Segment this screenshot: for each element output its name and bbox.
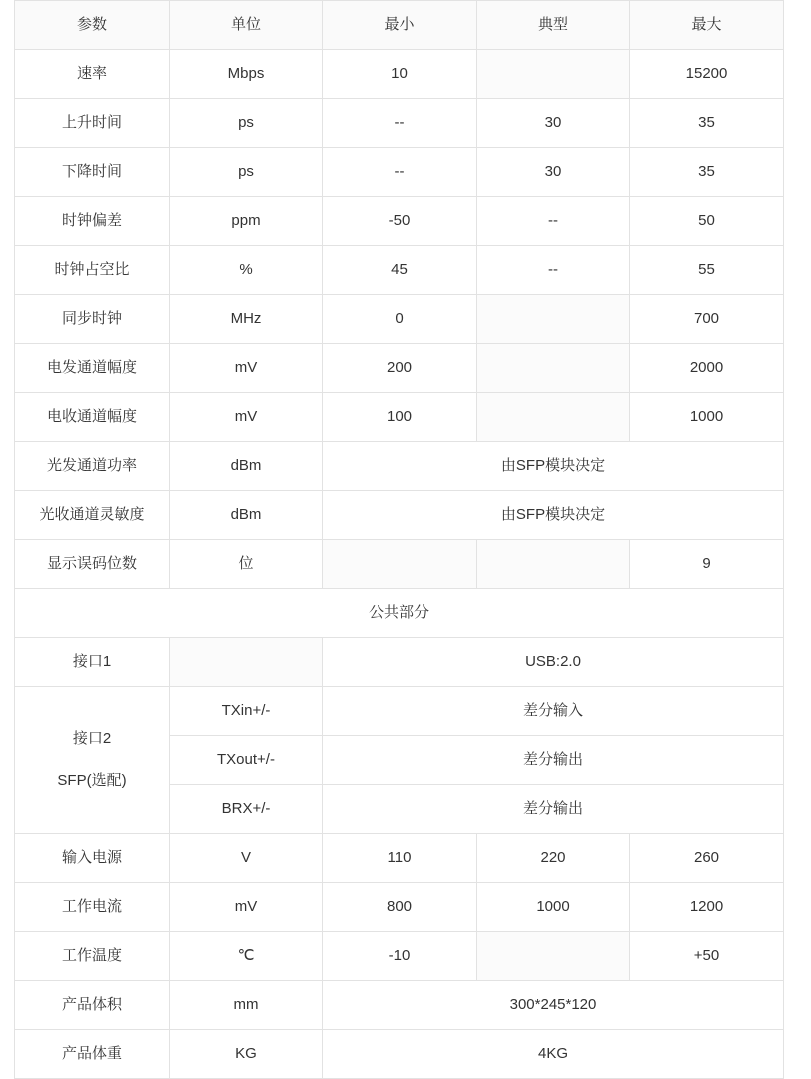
- table-row: [15, 491, 784, 540]
- row-unit: dBm: [170, 491, 323, 540]
- table-row: [15, 246, 784, 295]
- row-unit: mm: [170, 981, 323, 1030]
- row-label: 光收通道灵敏度: [15, 491, 170, 540]
- row-label: 工作电流: [15, 883, 170, 932]
- row-label: 光发通道功率: [15, 442, 170, 491]
- row-unit: dBm: [170, 442, 323, 491]
- column-header-parameter: 参数: [15, 1, 170, 50]
- row-min: 200: [323, 344, 477, 393]
- row-typical: [477, 295, 630, 344]
- row-typical: [477, 344, 630, 393]
- row-max: 35: [630, 99, 784, 148]
- row-label: 电发通道幅度: [15, 344, 170, 393]
- row-typical: --: [477, 197, 630, 246]
- row-value: 差分输入: [323, 687, 784, 736]
- row-min: --: [323, 148, 477, 197]
- table-row: [15, 344, 784, 393]
- row-label: 时钟占空比: [15, 246, 170, 295]
- sfp-label: SFP(选配): [57, 772, 127, 789]
- row-typical: 1000: [477, 883, 630, 932]
- row-min: 800: [323, 883, 477, 932]
- specification-table: [14, 0, 784, 1079]
- row-label-interface2-sfp: [15, 687, 170, 834]
- row-max: 55: [630, 246, 784, 295]
- row-min: --: [323, 99, 477, 148]
- table-row: [15, 197, 784, 246]
- table-row: [15, 442, 784, 491]
- table-row: [15, 834, 784, 883]
- row-typical: 30: [477, 148, 630, 197]
- row-max: 700: [630, 295, 784, 344]
- row-unit: mV: [170, 883, 323, 932]
- section-row: [15, 589, 784, 638]
- table-row: [15, 50, 784, 99]
- table-row: [15, 687, 784, 736]
- row-label: 输入电源: [15, 834, 170, 883]
- table-row: [15, 932, 784, 981]
- row-label: 电收通道幅度: [15, 393, 170, 442]
- row-typical: [477, 393, 630, 442]
- table-row: [15, 540, 784, 589]
- row-max: 260: [630, 834, 784, 883]
- row-note: 由SFP模块决定: [323, 442, 784, 491]
- row-typical: [477, 932, 630, 981]
- row-label: 产品体重: [15, 1030, 170, 1079]
- row-value: 差分输出: [323, 736, 784, 785]
- row-unit-txout: TXout+/-: [170, 736, 323, 785]
- row-unit: MHz: [170, 295, 323, 344]
- row-max: 9: [630, 540, 784, 589]
- table-row: [15, 99, 784, 148]
- interface2-label: 接口2: [72, 729, 112, 747]
- row-unit: ps: [170, 99, 323, 148]
- row-max: 2000: [630, 344, 784, 393]
- row-label-interface1: 接口1: [15, 638, 170, 687]
- row-min: 110: [323, 834, 477, 883]
- row-unit: ps: [170, 148, 323, 197]
- row-typical: [477, 50, 630, 99]
- column-header-unit: 单位: [170, 1, 323, 50]
- row-min: 0: [323, 295, 477, 344]
- table-row: [15, 295, 784, 344]
- row-value: 差分输出: [323, 785, 784, 834]
- row-typical: [477, 540, 630, 589]
- row-max: 15200: [630, 50, 784, 99]
- row-label: 上升时间: [15, 99, 170, 148]
- row-min: 10: [323, 50, 477, 99]
- row-min: -50: [323, 197, 477, 246]
- row-max: 1000: [630, 393, 784, 442]
- row-min: 45: [323, 246, 477, 295]
- row-value-dimensions: 300*245*120: [323, 981, 784, 1030]
- table-row: [15, 981, 784, 1030]
- row-unit: %: [170, 246, 323, 295]
- row-note: 由SFP模块决定: [323, 491, 784, 540]
- row-unit: V: [170, 834, 323, 883]
- row-unit: KG: [170, 1030, 323, 1079]
- table-row: [15, 148, 784, 197]
- row-max: 50: [630, 197, 784, 246]
- row-typical: 30: [477, 99, 630, 148]
- table-row: [15, 883, 784, 932]
- row-max: +50: [630, 932, 784, 981]
- row-label: 工作温度: [15, 932, 170, 981]
- row-value-usb: USB:2.0: [323, 638, 784, 687]
- table-header-row: [15, 1, 784, 50]
- table-row: [15, 1030, 784, 1079]
- row-max: 35: [630, 148, 784, 197]
- table-row: [15, 638, 784, 687]
- row-min: 100: [323, 393, 477, 442]
- section-title-common: 公共部分: [15, 589, 784, 638]
- table-row: [15, 393, 784, 442]
- row-unit: mV: [170, 393, 323, 442]
- row-max: 1200: [630, 883, 784, 932]
- row-unit-txin: TXin+/-: [170, 687, 323, 736]
- row-typical: --: [477, 246, 630, 295]
- row-label: 产品体积: [15, 981, 170, 1030]
- column-header-max: 最大: [630, 1, 784, 50]
- row-unit: mV: [170, 344, 323, 393]
- row-label: 同步时钟: [15, 295, 170, 344]
- row-typical: 220: [477, 834, 630, 883]
- column-header-typical: 典型: [477, 1, 630, 50]
- row-min: [323, 540, 477, 589]
- row-min: -10: [323, 932, 477, 981]
- column-header-min: 最小: [323, 1, 477, 50]
- row-label: 下降时间: [15, 148, 170, 197]
- row-label: 时钟偏差: [15, 197, 170, 246]
- row-value-weight: 4KG: [323, 1030, 784, 1079]
- row-label: 显示误码位数: [15, 540, 170, 589]
- row-unit-brx: BRX+/-: [170, 785, 323, 834]
- row-unit: ppm: [170, 197, 323, 246]
- row-label: 速率: [15, 50, 170, 99]
- row-unit: [170, 638, 323, 687]
- row-unit: Mbps: [170, 50, 323, 99]
- row-unit: 位: [170, 540, 323, 589]
- row-unit: ℃: [170, 932, 323, 981]
